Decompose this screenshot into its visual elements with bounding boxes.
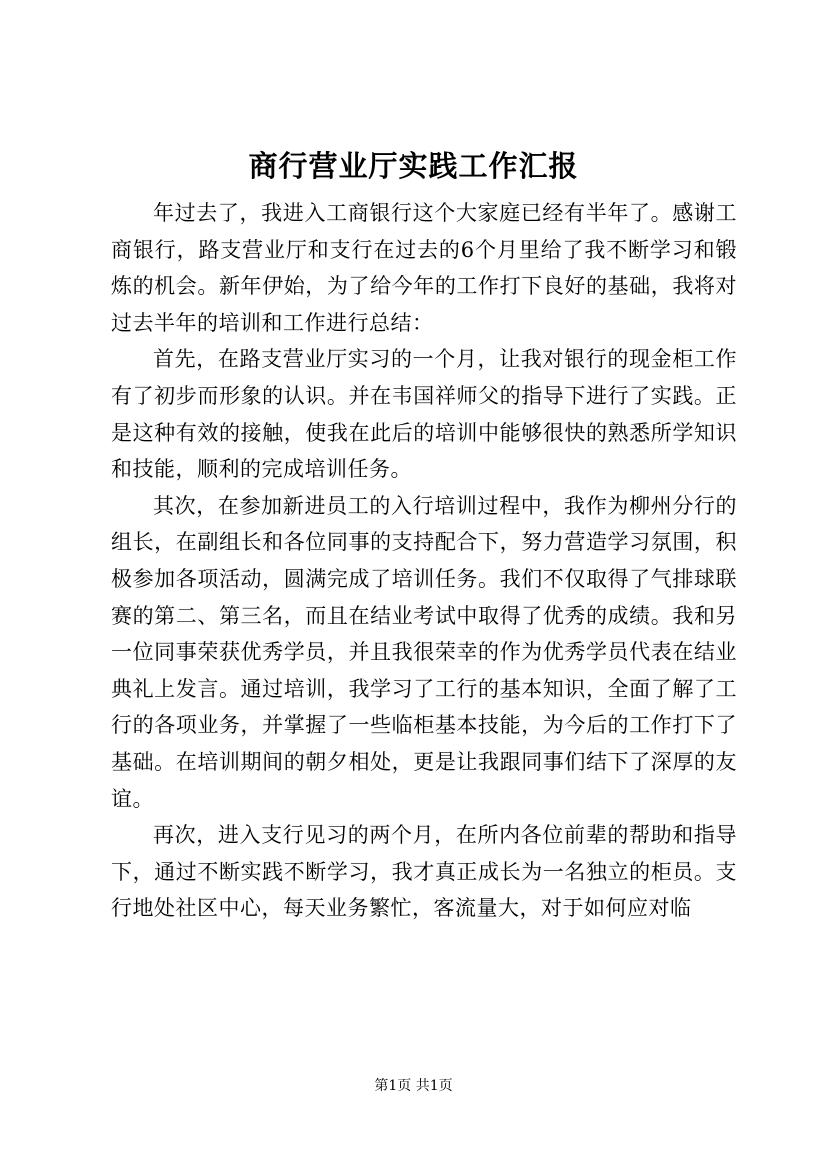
- paragraph-second: 其次，在参加新进员工的入行培训过程中，我作为柳州分行的组长，在副组长和各位同事的支持配合下，努力营造学习氛围，积极参加各项活动，圆满完成了培训任务。我们不仅取得了气排球联赛的第二、第三名，而且在结业考试中取得了优秀的成绩。我和另一位同事荣获优秀学员，并且我很荣幸的作为优秀学员代表在结业典礼上发言。通过培训，我学习了工行的基本知识，全面了解了工行的各项业务，并掌握了一些临柜基本技能，为今后的工作打下了基础。在培训期间的朝夕相处，更是让我跟同事们结下了深厚的友谊。: [111, 493, 737, 811]
- document-body: [111, 195, 737, 927]
- paragraph-intro: 年过去了，我进入工商银行这个大家庭已经有半年了。感谢工商银行，路支营业厅和支行在过去的6个月里给了我不断学习和锻炼的机会。新年伊始，为了给今年的工作打下良好的基础，我将对过去半年的培训和工作进行总结：: [111, 201, 737, 335]
- paragraph-third: 再次，进入支行见习的两个月，在所内各位前辈的帮助和指导下，通过不断实践不断学习，我才真正成长为一名独立的柜员。支行地处社区中心，每天业务繁忙，客流量大，对于如何应对临: [111, 823, 737, 921]
- paragraph-first: 首先，在路支营业厅实习的一个月，让我对银行的现金柜工作有了初步而形象的认识。并在韦国祥师父的指导下进行了实践。正是这种有效的接触，使我在此后的培训中能够很快的熟悉所学知识和技能，顺利的完成培训任务。: [111, 347, 737, 482]
- page-footer: 第1页 共1页: [374, 1078, 453, 1094]
- document-title: 商行营业厅实践工作汇报: [248, 149, 579, 183]
